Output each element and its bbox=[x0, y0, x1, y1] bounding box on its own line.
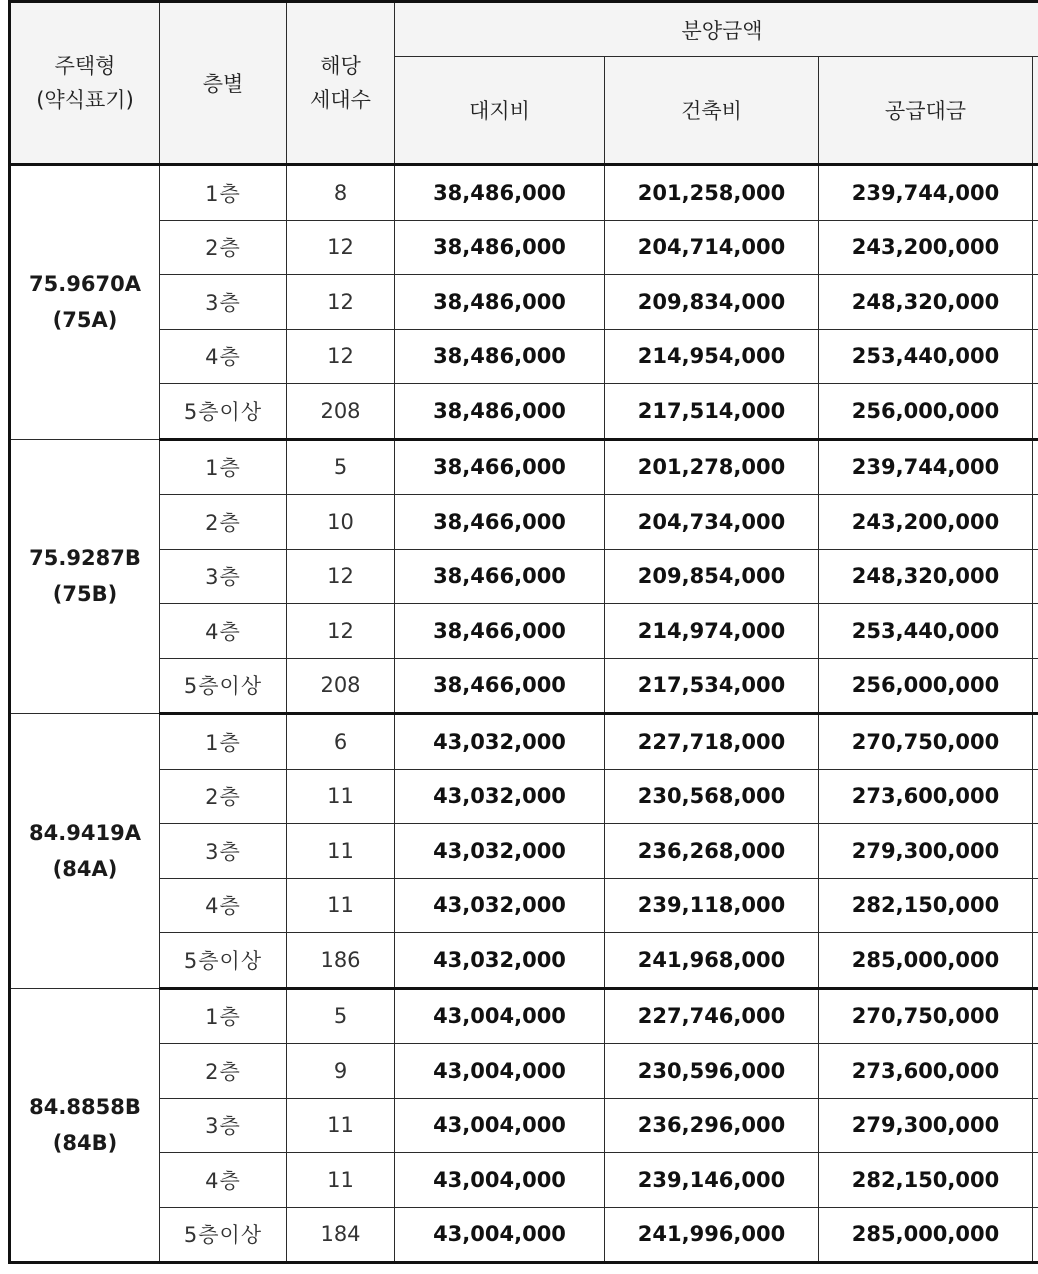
table-row bbox=[10, 658, 1038, 714]
table-row bbox=[10, 769, 1038, 824]
land-cost-cell: 43,004,000 bbox=[395, 1153, 605, 1208]
units-cell: 10 bbox=[287, 495, 395, 550]
land-cost-cell: 38,466,000 bbox=[395, 604, 605, 659]
housing-type-cell bbox=[10, 988, 160, 1263]
building-cost-cell: 209,834,000 bbox=[605, 275, 819, 330]
extra-cell bbox=[1033, 933, 1038, 989]
housing-type-cell bbox=[10, 439, 160, 714]
building-cost-cell: 230,596,000 bbox=[605, 1044, 819, 1099]
header-supply-price: 공급대금 bbox=[819, 57, 1033, 165]
housing-type-code: 75.9287B bbox=[29, 546, 141, 571]
supply-price-cell: 279,300,000 bbox=[819, 824, 1033, 879]
floor-cell: 3층 bbox=[160, 275, 287, 330]
building-cost-cell: 201,278,000 bbox=[605, 439, 819, 495]
land-cost-cell: 43,004,000 bbox=[395, 1098, 605, 1153]
floor-cell: 3층 bbox=[160, 549, 287, 604]
table-row bbox=[10, 933, 1038, 989]
table-row bbox=[10, 1207, 1038, 1263]
extra-cell bbox=[1033, 658, 1038, 714]
units-cell: 12 bbox=[287, 220, 395, 275]
building-cost-cell: 227,718,000 bbox=[605, 714, 819, 770]
extra-cell bbox=[1033, 824, 1038, 879]
extra-cell bbox=[1033, 384, 1038, 440]
extra-cell bbox=[1033, 1153, 1038, 1208]
table-row bbox=[10, 604, 1038, 659]
table-row bbox=[10, 1153, 1038, 1208]
floor-cell: 2층 bbox=[160, 495, 287, 550]
units-cell: 9 bbox=[287, 1044, 395, 1099]
units-cell: 186 bbox=[287, 933, 395, 989]
header-housing-type-line2: (약식표기) bbox=[36, 88, 134, 112]
building-cost-cell: 204,734,000 bbox=[605, 495, 819, 550]
building-cost-cell: 204,714,000 bbox=[605, 220, 819, 275]
floor-cell: 1층 bbox=[160, 988, 287, 1044]
supply-price-cell: 282,150,000 bbox=[819, 878, 1033, 933]
units-cell: 184 bbox=[287, 1207, 395, 1263]
table-row bbox=[10, 439, 1038, 495]
land-cost-cell: 38,486,000 bbox=[395, 220, 605, 275]
building-cost-cell: 236,268,000 bbox=[605, 824, 819, 879]
floor-cell: 5층이상 bbox=[160, 658, 287, 714]
land-cost-cell: 43,032,000 bbox=[395, 769, 605, 824]
units-cell: 12 bbox=[287, 329, 395, 384]
units-cell: 11 bbox=[287, 878, 395, 933]
units-cell: 12 bbox=[287, 604, 395, 659]
housing-type-short: (84B) bbox=[52, 1130, 118, 1155]
units-cell: 11 bbox=[287, 1153, 395, 1208]
land-cost-cell: 43,004,000 bbox=[395, 1207, 605, 1263]
supply-price-cell: 243,200,000 bbox=[819, 220, 1033, 275]
supply-price-cell: 253,440,000 bbox=[819, 604, 1033, 659]
building-cost-cell: 214,974,000 bbox=[605, 604, 819, 659]
units-cell: 208 bbox=[287, 384, 395, 440]
building-cost-cell: 201,258,000 bbox=[605, 165, 819, 221]
units-cell: 12 bbox=[287, 275, 395, 330]
extra-cell bbox=[1033, 769, 1038, 824]
header-extra bbox=[1033, 57, 1038, 165]
extra-cell bbox=[1033, 1207, 1038, 1263]
table-row bbox=[10, 329, 1038, 384]
building-cost-cell: 241,996,000 bbox=[605, 1207, 819, 1263]
land-cost-cell: 43,032,000 bbox=[395, 714, 605, 770]
land-cost-cell: 43,032,000 bbox=[395, 878, 605, 933]
floor-cell: 4층 bbox=[160, 604, 287, 659]
housing-type-code: 75.9670A bbox=[29, 272, 141, 297]
land-cost-cell: 38,466,000 bbox=[395, 658, 605, 714]
supply-price-cell: 270,750,000 bbox=[819, 714, 1033, 770]
header-units-line1: 해당 bbox=[320, 54, 361, 78]
floor-cell: 2층 bbox=[160, 220, 287, 275]
land-cost-cell: 38,486,000 bbox=[395, 384, 605, 440]
floor-cell: 4층 bbox=[160, 1153, 287, 1208]
units-cell: 5 bbox=[287, 439, 395, 495]
supply-price-cell: 256,000,000 bbox=[819, 658, 1033, 714]
units-cell: 11 bbox=[287, 769, 395, 824]
floor-cell: 5층이상 bbox=[160, 1207, 287, 1263]
land-cost-cell: 38,466,000 bbox=[395, 549, 605, 604]
supply-price-cell: 273,600,000 bbox=[819, 769, 1033, 824]
sale-price-table bbox=[8, 0, 1038, 1264]
building-cost-cell: 241,968,000 bbox=[605, 933, 819, 989]
header-land-cost: 대지비 bbox=[395, 57, 605, 165]
supply-price-cell: 285,000,000 bbox=[819, 1207, 1033, 1263]
floor-cell: 4층 bbox=[160, 329, 287, 384]
floor-cell: 3층 bbox=[160, 824, 287, 879]
floor-cell: 1층 bbox=[160, 714, 287, 770]
floor-cell: 5층이상 bbox=[160, 933, 287, 989]
supply-price-cell: 243,200,000 bbox=[819, 495, 1033, 550]
units-cell: 6 bbox=[287, 714, 395, 770]
table-row bbox=[10, 824, 1038, 879]
land-cost-cell: 43,004,000 bbox=[395, 988, 605, 1044]
table-body bbox=[10, 165, 1038, 1263]
housing-type-code: 84.9419A bbox=[29, 820, 141, 845]
building-cost-cell: 214,954,000 bbox=[605, 329, 819, 384]
supply-price-cell: 248,320,000 bbox=[819, 549, 1033, 604]
building-cost-cell: 230,568,000 bbox=[605, 769, 819, 824]
building-cost-cell: 239,146,000 bbox=[605, 1153, 819, 1208]
supply-price-cell: 270,750,000 bbox=[819, 988, 1033, 1044]
table-row bbox=[10, 1098, 1038, 1153]
housing-type-short: (75A) bbox=[52, 308, 118, 333]
supply-price-cell: 285,000,000 bbox=[819, 933, 1033, 989]
extra-cell bbox=[1033, 275, 1038, 330]
table-row bbox=[10, 714, 1038, 770]
table-row bbox=[10, 549, 1038, 604]
extra-cell bbox=[1033, 439, 1038, 495]
supply-price-cell: 279,300,000 bbox=[819, 1098, 1033, 1153]
header-housing-type-line1: 주택형 bbox=[54, 54, 116, 78]
extra-cell bbox=[1033, 604, 1038, 659]
land-cost-cell: 38,486,000 bbox=[395, 329, 605, 384]
table-row bbox=[10, 1044, 1038, 1099]
table-row bbox=[10, 220, 1038, 275]
floor-cell: 1층 bbox=[160, 165, 287, 221]
housing-type-code: 84.8858B bbox=[29, 1094, 141, 1119]
building-cost-cell: 217,534,000 bbox=[605, 658, 819, 714]
supply-price-cell: 239,744,000 bbox=[819, 165, 1033, 221]
housing-type-short: (84A) bbox=[52, 856, 118, 881]
extra-cell bbox=[1033, 329, 1038, 384]
floor-cell: 3층 bbox=[160, 1098, 287, 1153]
housing-type-cell bbox=[10, 714, 160, 989]
supply-price-cell: 253,440,000 bbox=[819, 329, 1033, 384]
header-housing-type bbox=[10, 2, 160, 165]
building-cost-cell: 209,854,000 bbox=[605, 549, 819, 604]
units-cell: 5 bbox=[287, 988, 395, 1044]
header-units bbox=[287, 2, 395, 165]
supply-price-cell: 273,600,000 bbox=[819, 1044, 1033, 1099]
units-cell: 11 bbox=[287, 1098, 395, 1153]
housing-type-cell bbox=[10, 165, 160, 440]
floor-cell: 2층 bbox=[160, 1044, 287, 1099]
header-sale-price: 분양금액 bbox=[395, 2, 1038, 57]
land-cost-cell: 43,032,000 bbox=[395, 824, 605, 879]
land-cost-cell: 38,486,000 bbox=[395, 275, 605, 330]
extra-cell bbox=[1033, 1098, 1038, 1153]
extra-cell bbox=[1033, 495, 1038, 550]
table-row bbox=[10, 384, 1038, 440]
extra-cell bbox=[1033, 549, 1038, 604]
floor-cell: 5층이상 bbox=[160, 384, 287, 440]
land-cost-cell: 38,466,000 bbox=[395, 439, 605, 495]
header-units-line2: 세대수 bbox=[310, 88, 371, 112]
table-row bbox=[10, 988, 1038, 1044]
building-cost-cell: 236,296,000 bbox=[605, 1098, 819, 1153]
extra-cell bbox=[1033, 988, 1038, 1044]
housing-type-short: (75B) bbox=[52, 582, 118, 607]
floor-cell: 1층 bbox=[160, 439, 287, 495]
building-cost-cell: 239,118,000 bbox=[605, 878, 819, 933]
extra-cell bbox=[1033, 878, 1038, 933]
table-header bbox=[10, 2, 1038, 165]
floor-cell: 2층 bbox=[160, 769, 287, 824]
building-cost-cell: 227,746,000 bbox=[605, 988, 819, 1044]
extra-cell bbox=[1033, 165, 1038, 221]
extra-cell bbox=[1033, 220, 1038, 275]
extra-cell bbox=[1033, 714, 1038, 770]
floor-cell: 4층 bbox=[160, 878, 287, 933]
price-table-page bbox=[8, 0, 1038, 1262]
table-row bbox=[10, 495, 1038, 550]
land-cost-cell: 43,032,000 bbox=[395, 933, 605, 989]
supply-price-cell: 256,000,000 bbox=[819, 384, 1033, 440]
table-row bbox=[10, 165, 1038, 221]
supply-price-cell: 239,744,000 bbox=[819, 439, 1033, 495]
units-cell: 208 bbox=[287, 658, 395, 714]
units-cell: 8 bbox=[287, 165, 395, 221]
land-cost-cell: 38,466,000 bbox=[395, 495, 605, 550]
header-building-cost: 건축비 bbox=[605, 57, 819, 165]
land-cost-cell: 43,004,000 bbox=[395, 1044, 605, 1099]
land-cost-cell: 38,486,000 bbox=[395, 165, 605, 221]
units-cell: 12 bbox=[287, 549, 395, 604]
supply-price-cell: 282,150,000 bbox=[819, 1153, 1033, 1208]
building-cost-cell: 217,514,000 bbox=[605, 384, 819, 440]
table-row bbox=[10, 275, 1038, 330]
extra-cell bbox=[1033, 1044, 1038, 1099]
units-cell: 11 bbox=[287, 824, 395, 879]
header-floor: 층별 bbox=[160, 2, 287, 165]
supply-price-cell: 248,320,000 bbox=[819, 275, 1033, 330]
table-row bbox=[10, 878, 1038, 933]
